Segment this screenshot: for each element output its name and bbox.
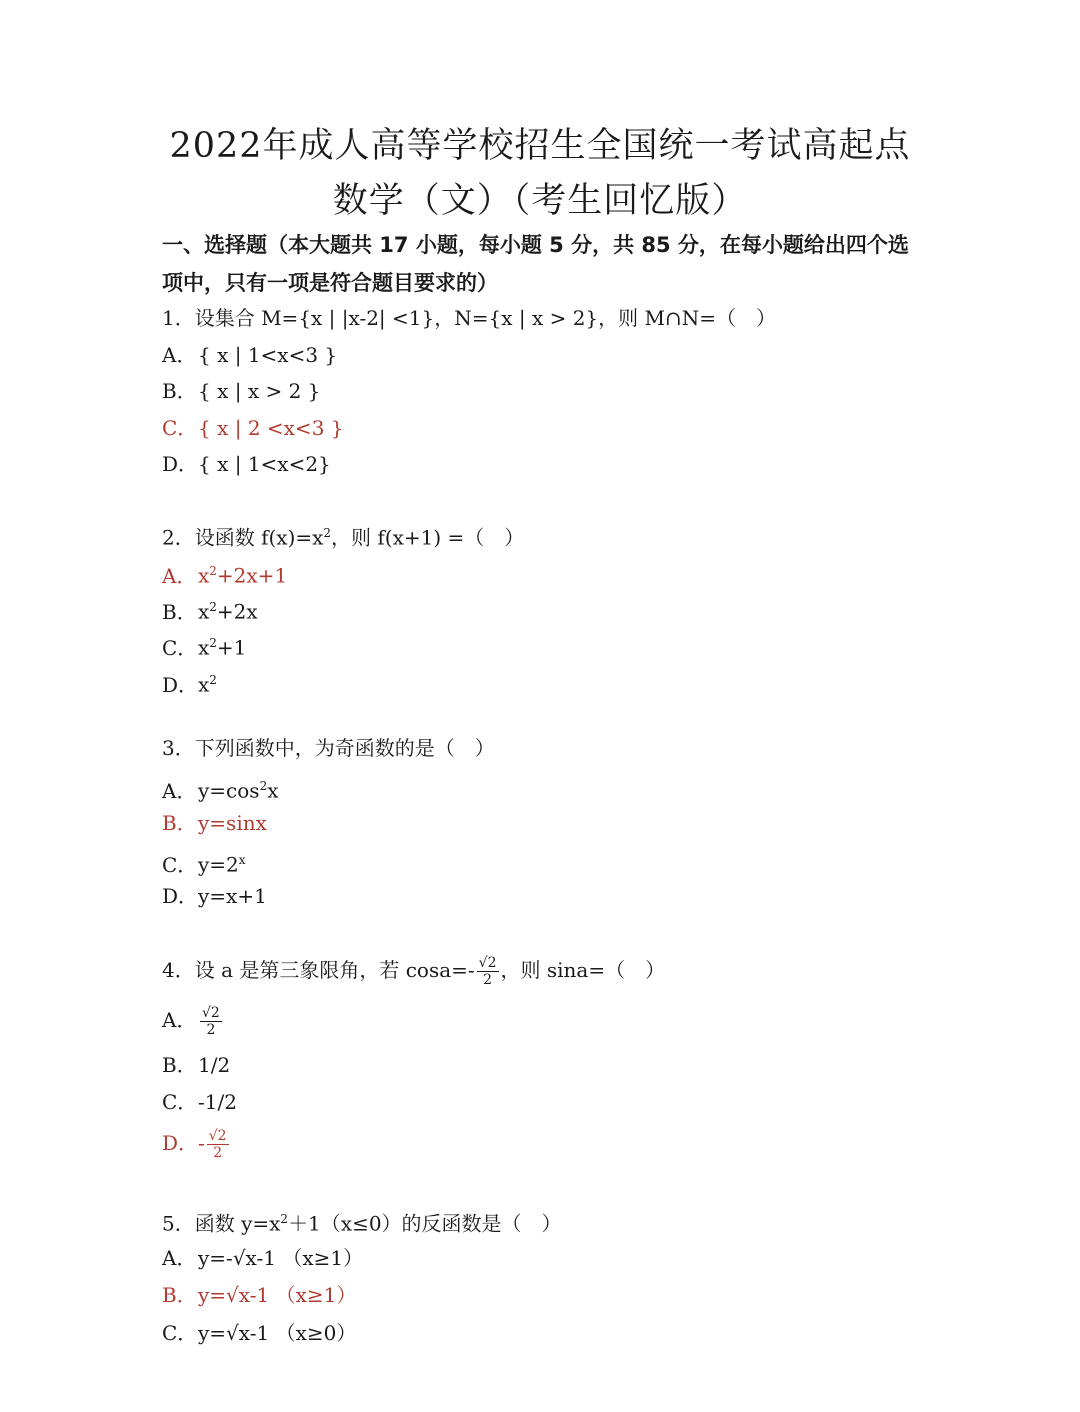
question-5-stem: 5．函数 $y=x^2+1(x\le 0)$的反函数是（ ） bbox=[162, 1211, 562, 1236]
exam-subtitle: 数学（文）（考生回忆版） bbox=[332, 181, 748, 221]
question-1-option-c-answer: C．{ x | 2 <x<3 } bbox=[162, 416, 344, 440]
question-2-option-b: B．$x^2+2x$ bbox=[162, 599, 258, 624]
question-5-option-a: A．y=-√x-1 （x≥1） bbox=[162, 1246, 364, 1270]
question-4-option-a: A． $\frac{√2}{2}$ bbox=[162, 1005, 220, 1038]
question-1-option-d: D．{ x | 1<x<2} bbox=[162, 452, 331, 476]
question-2-option-c: C．$x^2+1$ bbox=[162, 635, 247, 660]
question-2-option-d: D．$x^2$ bbox=[162, 672, 217, 697]
question-3-option-c: C．$y=2^x$ bbox=[162, 852, 246, 877]
question-5-option-c: C．y=√x-1 （x≥0） bbox=[162, 1321, 357, 1345]
exam-title: 2022年成人高等学校招生全国统一考试高起点 bbox=[169, 126, 911, 166]
question-4-option-c: C．-1/2 bbox=[162, 1090, 237, 1114]
question-3-option-d: D．y=x+1 bbox=[162, 884, 267, 908]
question-3-option-a: A．$y=\cos^2x$ bbox=[162, 778, 279, 803]
question-1-option-a: A．{ x | 1<x<3 } bbox=[162, 343, 338, 367]
question-1-option-b: B．{ x | x > 2 } bbox=[162, 379, 321, 403]
question-2-option-a-answer: A．$x^2+2x+1$ bbox=[162, 563, 288, 588]
question-1-stem: 1．设集合 M={x | |x-2| <1}，N={x | x > 2}，则 M∩N=（ ） bbox=[162, 306, 776, 330]
question-5-option-b-answer: B．y=√x-1 （x≥1） bbox=[162, 1283, 357, 1307]
question-2-stem: 2．设函数 $f(x)=x^2$，则 f(x+1) =（ ） bbox=[162, 525, 525, 550]
question-4-stem: 4．设 a 是第三象限角，若 cosa=- $\frac{√2}{2}$ ，则 sina=（ ） bbox=[162, 955, 666, 988]
question-4-option-b: B．1/2 bbox=[162, 1053, 231, 1077]
question-4-option-d-answer: D．- $\frac{√2}{2}$ bbox=[162, 1128, 227, 1161]
fraction-sqrt2-over-2: $\frac{√2}{2}$ bbox=[478, 955, 497, 988]
question-3-option-b-answer: B．y=sinx bbox=[162, 811, 267, 835]
section-header: 一、选择题（本大题共 17 小题，每小题 5 分，共 85 分，在每小题给出四个选项中，只有一项是符合题目要求的） bbox=[162, 233, 909, 295]
question-3-stem: 3．下列函数中，为奇函数的是（ ） bbox=[162, 736, 495, 760]
